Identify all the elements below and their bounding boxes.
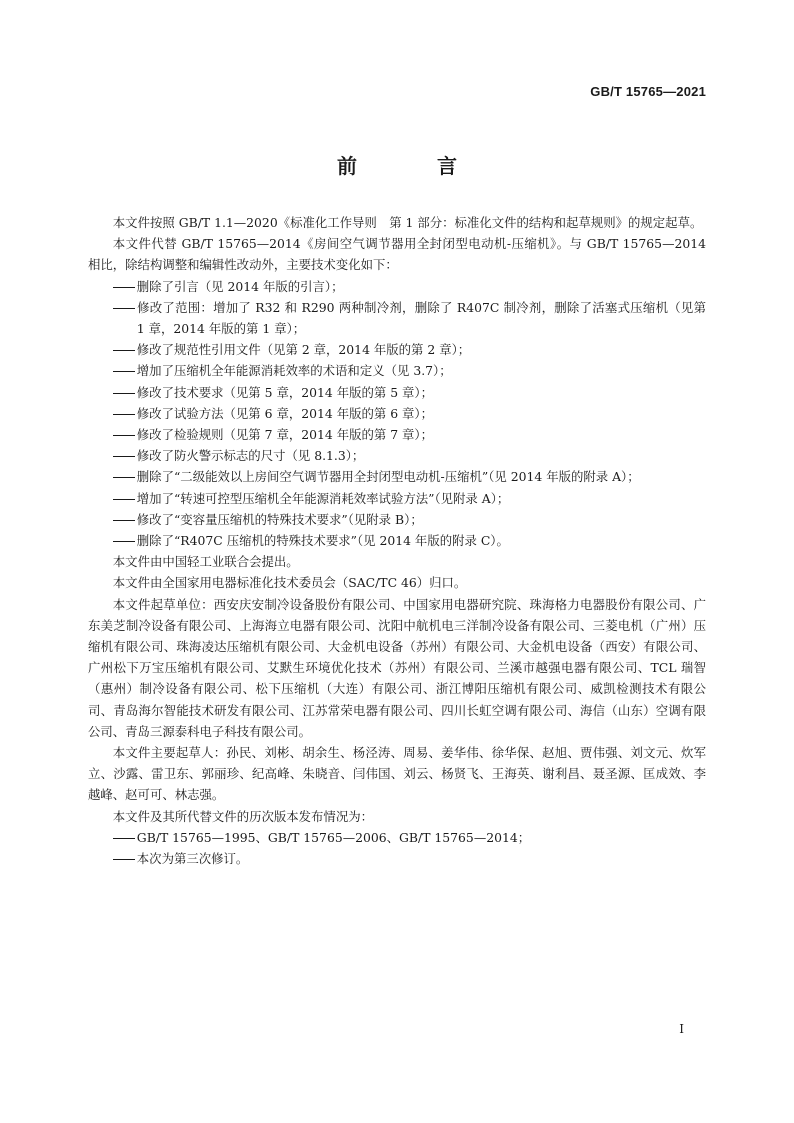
change-item bbox=[88, 297, 706, 339]
change-item bbox=[88, 466, 706, 487]
change-text: 修改了范围：增加了 R32 和 R290 两种制冷剂，删除了 R407C 制冷剂，删除了活塞式压缩机（见第 1 章，2014 年版的第 1 章）； bbox=[136, 299, 706, 337]
dash-mark bbox=[113, 520, 137, 521]
dash-mark bbox=[113, 499, 137, 500]
change-text: 修改了技术要求（见第 5 章，2014 年版的第 5 章）； bbox=[136, 384, 434, 400]
dash-mark bbox=[113, 859, 137, 860]
page-number: I bbox=[679, 1022, 684, 1036]
change-text: 修改了规范性引用文件（见第 2 章，2014 年版的第 2 章）； bbox=[136, 342, 471, 358]
drafters-paragraph: 本文件主要起草人：孙民、刘彬、胡余生、杨泾涛、周易、姜华伟、徐华保、赵旭、贾伟强、刘文元、炊军立、沙露、雷卫东、郭丽珍、纪高峰、朱晓音、闫伟国、刘云、杨贤飞、王海英、谢利昌、聂圣源、匡成效、李越峰、赵可可、林志强。 bbox=[88, 745, 706, 803]
change-text: 删除了“二级能效以上房间空气调节器用全封闭型电动机-压缩机”（见 2014 年版的附录 A）； bbox=[136, 469, 640, 485]
change-text: 增加了压缩机全年能源消耗效率的术语和定义（见 3.7）； bbox=[136, 363, 452, 379]
page-title: 前 言 bbox=[337, 154, 487, 178]
change-item bbox=[88, 382, 706, 403]
history-intro-paragraph: 本文件及其所代替文件的历次版本发布情况为： bbox=[112, 808, 373, 824]
history-text: GB/T 15765—1995、GB/T 15765—2006、GB/T 15765—2014； bbox=[136, 829, 531, 845]
change-item bbox=[88, 488, 706, 509]
dash-mark bbox=[113, 456, 137, 457]
dash-mark bbox=[113, 350, 137, 351]
change-text: 修改了检验规则（见第 7 章，2014 年版的第 7 章）； bbox=[136, 427, 434, 443]
history-item bbox=[88, 848, 706, 869]
change-text: 删除了引言（见 2014 年版的引言）； bbox=[136, 278, 344, 294]
dash-mark bbox=[113, 414, 137, 415]
dash-mark bbox=[113, 393, 137, 394]
drafting-rules-paragraph: 本文件按照 GB/T 1.1—2020《标准化工作导则 第 1 部分：标准化文件的结构和起草规则》的规定起草。 bbox=[112, 215, 703, 230]
history-item bbox=[88, 827, 706, 848]
change-item bbox=[88, 360, 706, 381]
change-item bbox=[88, 403, 706, 424]
change-text: 删除了“R407C 压缩机的特殊技术要求”（见 2014 年版的附录 C）。 bbox=[136, 533, 509, 549]
change-text: 增加了“转速可控型压缩机全年能源消耗效率试验方法”（见附录 A）； bbox=[136, 490, 510, 506]
standard-code: GB/T 15765—2021 bbox=[590, 84, 706, 99]
change-text: 修改了防火警示标志的尺寸（见 8.1.3）； bbox=[136, 448, 365, 464]
change-item bbox=[88, 276, 706, 297]
proposed-by-paragraph: 本文件由中国轻工业联合会提出。 bbox=[112, 554, 299, 570]
dash-mark bbox=[113, 308, 137, 309]
change-text: 修改了“变容量压缩机的特殊技术要求”（见附录 B）； bbox=[136, 511, 423, 527]
history-text: 本次为第三次修订。 bbox=[136, 851, 249, 867]
change-item bbox=[88, 530, 706, 551]
change-item bbox=[88, 424, 706, 445]
drafting-units-paragraph: 本文件起草单位：西安庆安制冷设备股份有限公司、中国家用电器研究院、珠海格力电器股份有限公司、广东美芝制冷设备有限公司、上海海立电器有限公司、沈阳中航机电三洋制冷设备有限公司、三菱电机（广州）压缩机有限公司、珠海凌达压缩机有限公司、大金机电设备（苏州）有限公司、大金机电设备（西安）有限公司、广州松下万宝压缩机有限公司、艾默生环境优化技术（苏州）有限公司、兰溪市越强电器有限公司、TCL 瑞智（惠州）制冷设备有限公司、松下压缩机（大连）有限公司、浙江博阳压缩机有限公司、威凯检测技术有限公司、青岛海尔智能技术研发有限公司、江苏常荣电器有限公司、四川长虹空调有限公司、海信（山东）空调有限公司、青岛三源泰科电子科技有限公司。 bbox=[88, 596, 706, 739]
foreword-body bbox=[88, 212, 706, 869]
dash-mark bbox=[113, 477, 137, 478]
dash-mark bbox=[113, 838, 137, 839]
change-item bbox=[88, 339, 706, 360]
centralized-by-paragraph: 本文件由全国家用电器标准化技术委员会（SAC/TC 46）归口。 bbox=[112, 575, 467, 591]
dash-mark bbox=[113, 371, 137, 372]
change-item bbox=[88, 509, 706, 530]
replacement-paragraph: 本文件代替 GB/T 15765—2014《房间空气调节器用全封闭型电动机-压缩机》。与 GB/T 15765—2014 相比，除结构调整和编辑性改动外，主要技术变化如下： bbox=[88, 236, 706, 273]
change-item bbox=[88, 445, 706, 466]
dash-mark bbox=[113, 541, 137, 542]
dash-mark bbox=[113, 435, 137, 436]
change-text: 修改了试验方法（见第 6 章，2014 年版的第 6 章）； bbox=[136, 405, 434, 421]
dash-mark bbox=[113, 287, 137, 288]
